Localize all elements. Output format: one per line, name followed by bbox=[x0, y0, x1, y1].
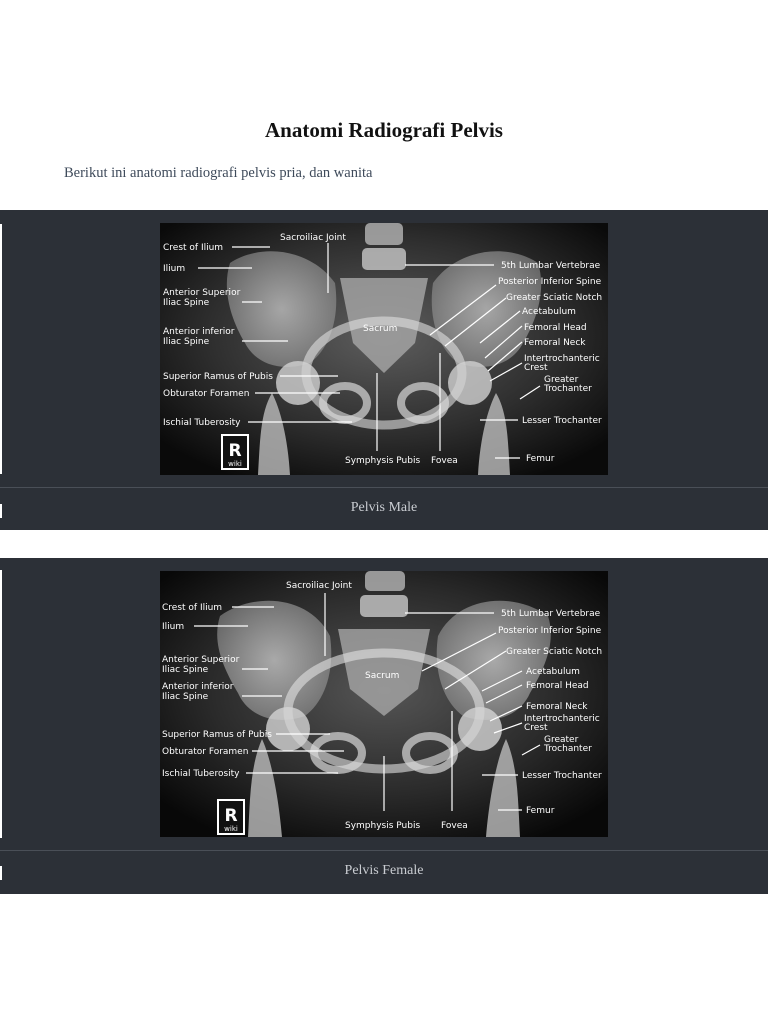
label-femoral-head: Femoral Head bbox=[526, 681, 589, 691]
edge-mark bbox=[0, 224, 2, 474]
figure-caption: Pelvis Male bbox=[350, 500, 418, 515]
label-sacrum: Sacrum bbox=[363, 324, 398, 334]
label-asis-2: Iliac Spine bbox=[162, 665, 209, 675]
label-superior-ramus: Superior Ramus of Pubis bbox=[162, 730, 272, 740]
label-aiis-2: Iliac Spine bbox=[162, 692, 209, 702]
label-superior-ramus: Superior Ramus of Pubis bbox=[163, 372, 273, 382]
label-fovea: Fovea bbox=[441, 821, 468, 831]
label-acetabulum: Acetabulum bbox=[526, 667, 580, 677]
label-greater-2: Trochanter bbox=[544, 744, 592, 754]
label-sacrum: Sacrum bbox=[365, 671, 400, 681]
label-lesser: Lesser Trochanter bbox=[522, 771, 602, 781]
logo-letter: R bbox=[228, 441, 242, 461]
label-greater-1: Greater bbox=[544, 735, 579, 745]
label-sacroiliac: Sacroiliac Joint bbox=[280, 233, 346, 243]
label-greater-2: Trochanter bbox=[544, 384, 592, 394]
label-crest-of-ilium: Crest of Ilium bbox=[162, 603, 223, 613]
label-crest-of-ilium: Crest of Ilium bbox=[163, 243, 224, 253]
label-femur: Femur bbox=[526, 806, 555, 816]
label-lumbar: 5th Lumbar Vertebrae bbox=[501, 261, 601, 271]
label-obturator: Obturator Foramen bbox=[163, 389, 250, 399]
label-greater-1: Greater bbox=[544, 375, 579, 385]
figure-male bbox=[0, 210, 768, 530]
label-sciatic: Greater Sciatic Notch bbox=[506, 647, 603, 657]
label-asis-1: Anterior Superior bbox=[163, 288, 241, 298]
page-title: Anatomi Radiografi Pelvis bbox=[265, 118, 503, 142]
label-symphysis: Symphysis Pubis bbox=[345, 456, 421, 466]
label-lumbar: 5th Lumbar Vertebrae bbox=[501, 609, 601, 619]
label-femur: Femur bbox=[526, 454, 555, 464]
label-symphysis: Symphysis Pubis bbox=[345, 821, 421, 831]
label-fovea: Fovea bbox=[431, 456, 458, 466]
logo-letter: R bbox=[224, 806, 238, 826]
label-lesser: Lesser Trochanter bbox=[522, 416, 602, 426]
figure-divider bbox=[0, 850, 768, 851]
label-intertroch-1: Intertrochanteric bbox=[524, 714, 600, 724]
label-obturator: Obturator Foramen bbox=[162, 747, 249, 757]
label-asis-2: Iliac Spine bbox=[163, 298, 210, 308]
figure-caption: Pelvis Female bbox=[344, 863, 424, 878]
logo-text: wiki bbox=[224, 825, 238, 833]
label-femoral-head: Femoral Head bbox=[524, 323, 587, 333]
label-aiis-2: Iliac Spine bbox=[163, 337, 210, 347]
label-ischial: Ischial Tuberosity bbox=[163, 418, 241, 428]
label-sacroiliac: Sacroiliac Joint bbox=[286, 581, 352, 591]
label-aiis-1: Anterior inferior bbox=[163, 327, 235, 337]
label-intertroch-2: Crest bbox=[524, 723, 548, 733]
label-femoral-neck: Femoral Neck bbox=[526, 702, 588, 712]
intro-paragraph: Berikut ini anatomi radiografi pelvis pria, dan wanita bbox=[64, 165, 373, 181]
xray-image-female bbox=[160, 571, 608, 837]
label-intertroch-2: Crest bbox=[524, 363, 548, 373]
label-aiis-1: Anterior inferior bbox=[162, 682, 234, 692]
label-acetabulum: Acetabulum bbox=[522, 307, 576, 317]
label-femoral-neck: Femoral Neck bbox=[524, 338, 586, 348]
label-psis: Posterior Inferior Spine bbox=[498, 626, 602, 636]
label-intertroch-1: Intertrochanteric bbox=[524, 354, 600, 364]
figure-divider bbox=[0, 487, 768, 488]
figure-female bbox=[0, 558, 768, 894]
xray-image-male bbox=[160, 223, 608, 475]
label-sciatic: Greater Sciatic Notch bbox=[506, 293, 603, 303]
label-asis-1: Anterior Superior bbox=[162, 655, 240, 665]
label-psis: Posterior Inferior Spine bbox=[498, 277, 602, 287]
edge-mark bbox=[0, 570, 2, 838]
label-ischial: Ischial Tuberosity bbox=[162, 769, 240, 779]
label-ilium: Ilium bbox=[162, 622, 185, 632]
label-ilium: Ilium bbox=[163, 264, 186, 274]
logo-text: wiki bbox=[228, 460, 242, 468]
